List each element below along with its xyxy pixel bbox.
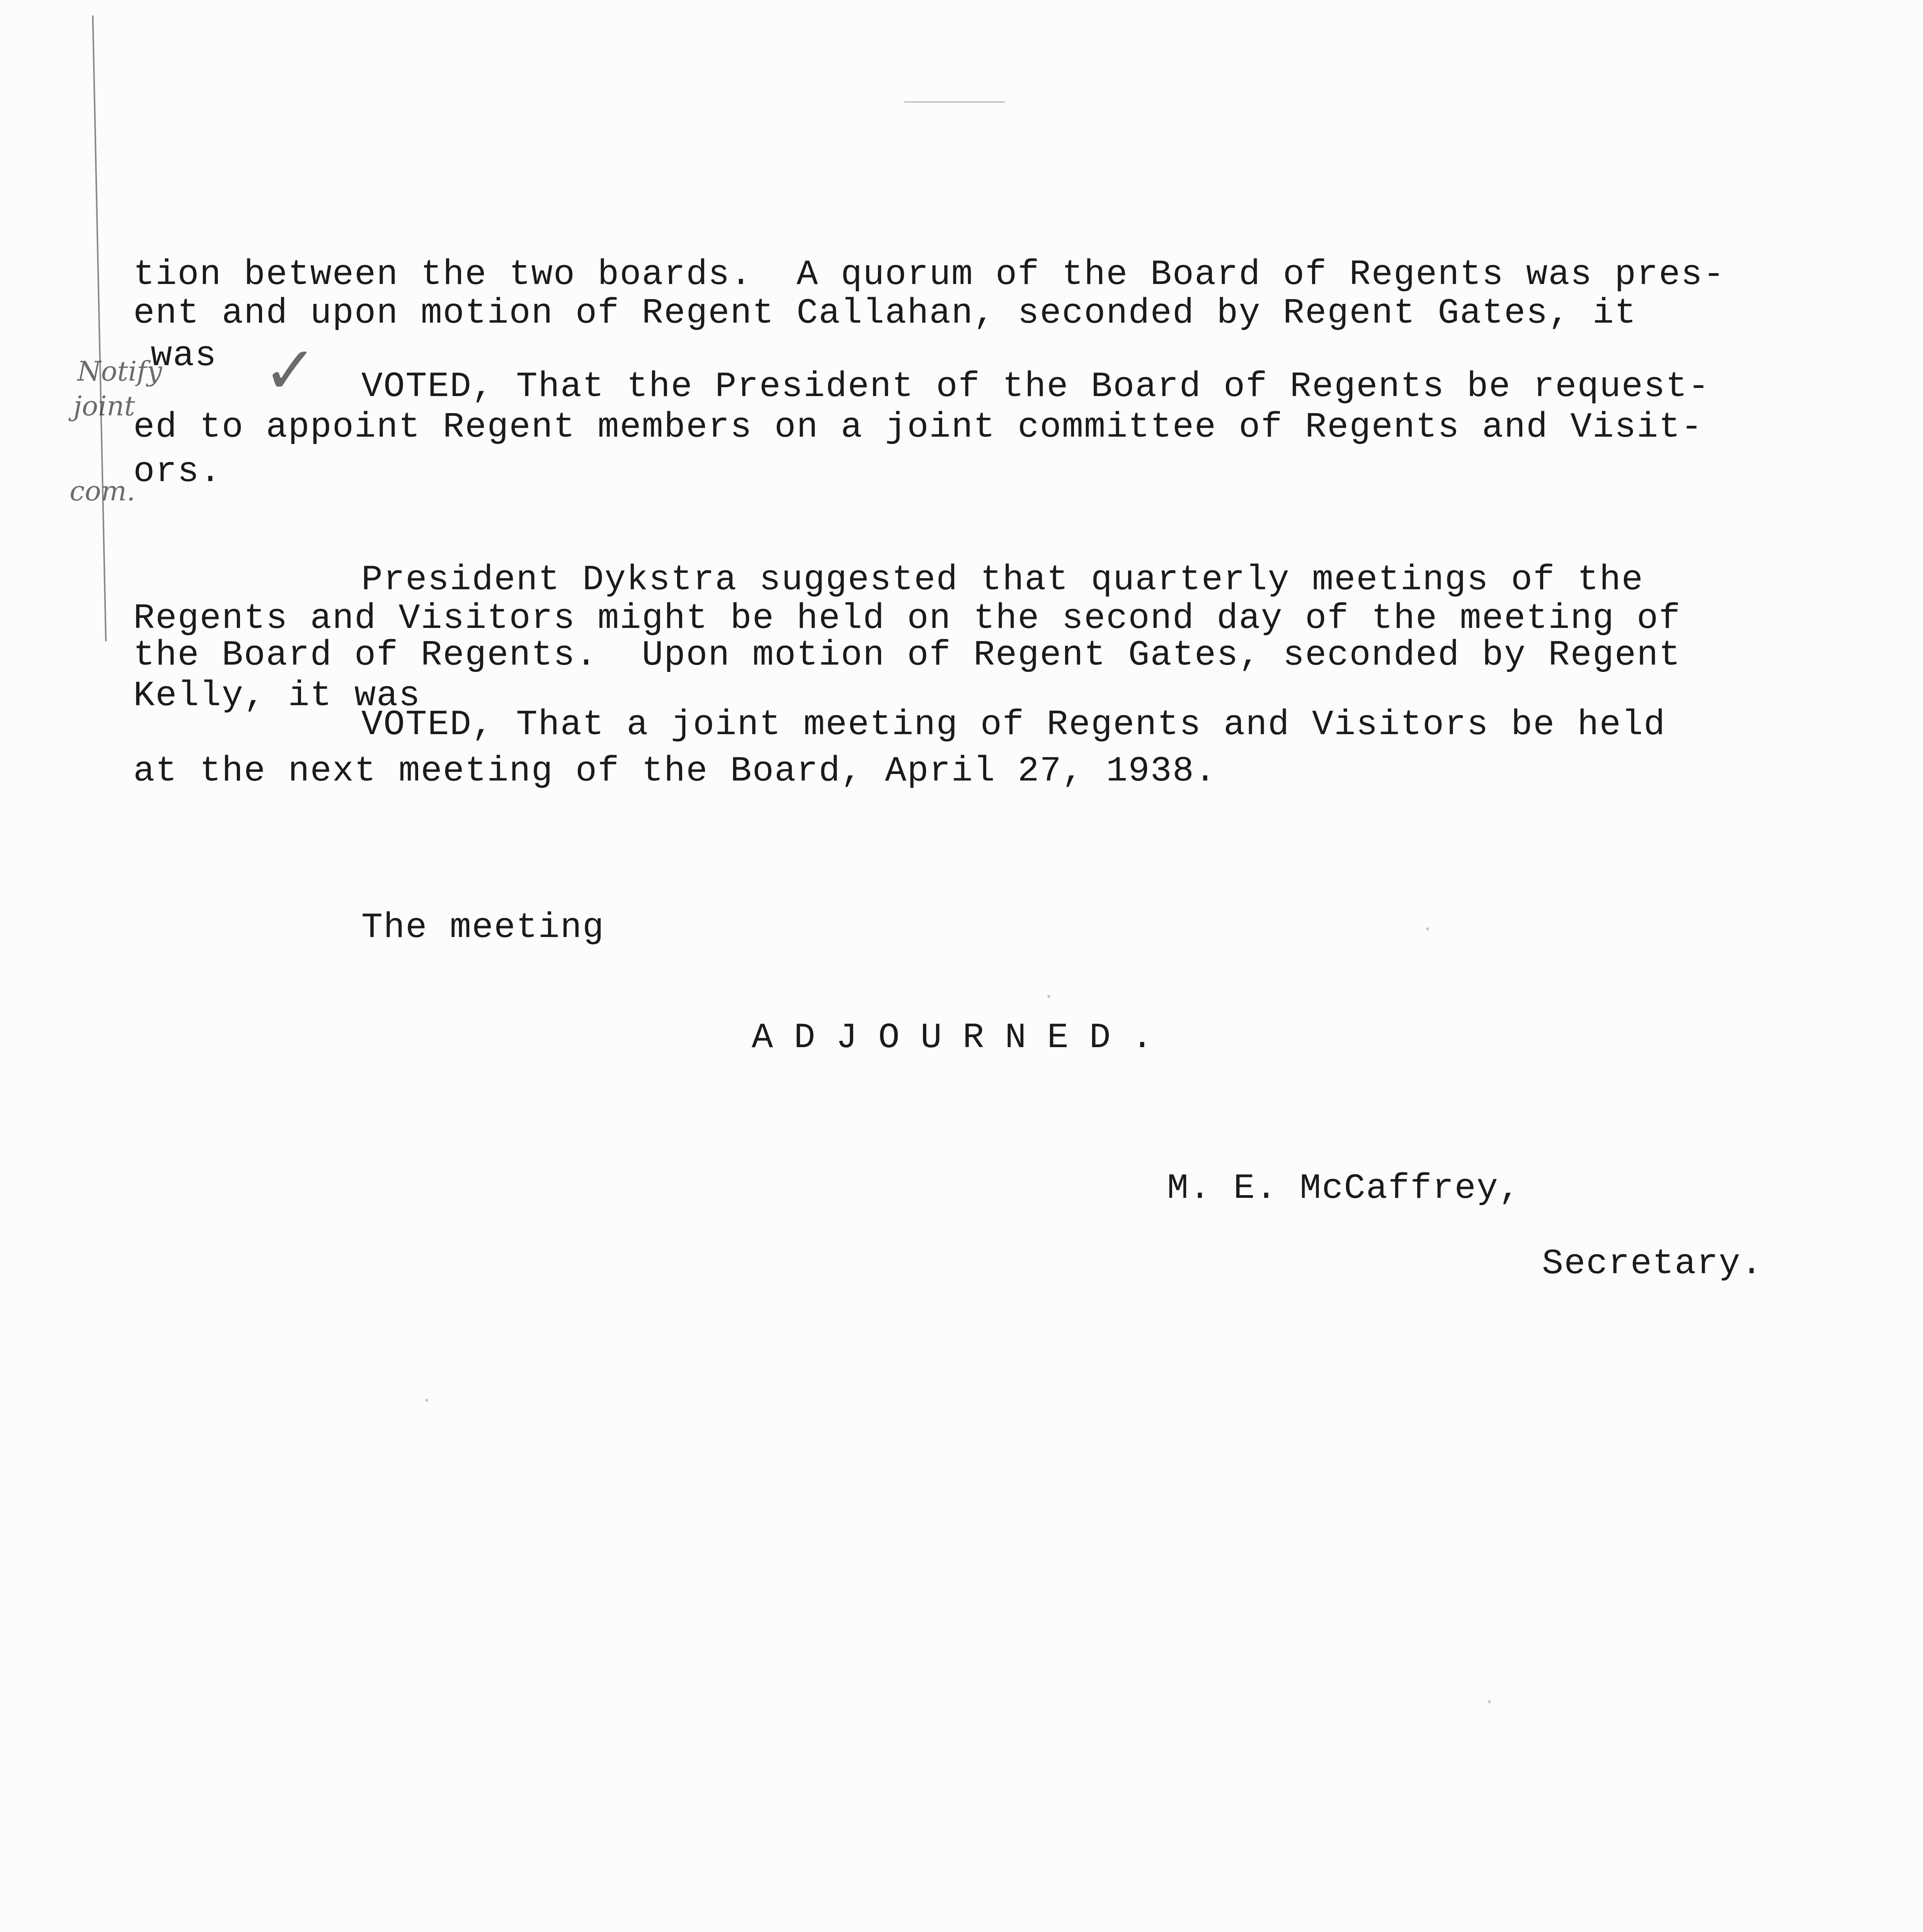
margin-note-1: Notify — [77, 355, 162, 387]
paragraph-1-line-1: tion between the two boards. A quorum of the Board of Regents was pres- — [133, 254, 1726, 295]
scan-speck — [1488, 1700, 1491, 1703]
margin-note-2: joint — [73, 390, 135, 422]
scan-speck — [1426, 927, 1429, 930]
paragraph-2-line-2: Regents and Visitors might be held on the second day of the meeting of — [133, 598, 1681, 639]
adjourned-heading: ADJOURNED. — [752, 1017, 1174, 1058]
margin-note-3: com. — [70, 475, 135, 507]
paragraph-2-line-3: the Board of Regents. Upon motion of Regent Gates, seconded by Regent — [133, 635, 1681, 675]
closing-line: The meeting — [361, 907, 605, 948]
paragraph-2-line-4: Kelly, it was — [133, 675, 421, 716]
vote-1-line-3: ors. — [133, 451, 222, 492]
vote-1-line-2: ed to appoint Regent members on a joint committee of Regents and Visit- — [133, 407, 1703, 447]
paragraph-2-line-1: President Dykstra suggested that quarterly meetings of the — [361, 560, 1644, 600]
checkmark-annotation: ✓ — [263, 332, 318, 409]
signature-name: M. E. McCaffrey, — [1167, 1168, 1521, 1209]
signature-title: Secretary. — [1542, 1243, 1763, 1284]
vote-2-line-2: at the next meeting of the Board, April 27, 1938. — [133, 751, 1217, 791]
top-dash — [904, 101, 1005, 103]
paragraph-1-line-3: was — [151, 335, 217, 376]
paragraph-1-line-2: ent and upon motion of Regent Callahan, seconded by Regent Gates, it — [133, 293, 1637, 333]
vote-2-line-1: VOTED, That a joint meeting of Regents and Visitors be held — [361, 704, 1666, 745]
scan-speck — [1047, 995, 1050, 998]
margin-line — [92, 15, 107, 641]
vote-1-line-1: VOTED, That the President of the Board of Regents be request- — [361, 366, 1710, 407]
scan-speck — [425, 1399, 428, 1402]
